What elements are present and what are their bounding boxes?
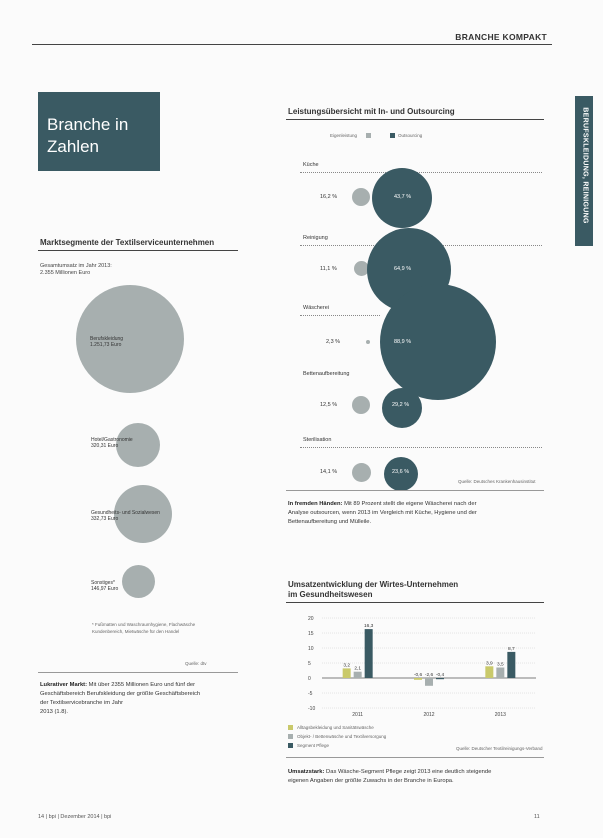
chart-heading-2: im Gesundheitswesen bbox=[288, 590, 373, 599]
x-tick-label: 2012 bbox=[423, 712, 435, 718]
bar bbox=[507, 652, 515, 678]
segment-value: 1.251,73 Euro bbox=[90, 342, 122, 348]
x-tick-label: 2013 bbox=[494, 712, 506, 718]
bar bbox=[436, 678, 444, 679]
bubble-grey-sterilisation bbox=[352, 463, 371, 482]
bar-value-label: -0,6 bbox=[413, 673, 423, 678]
segment-name: Sonstiges* bbox=[91, 580, 115, 586]
page-title bbox=[47, 114, 128, 158]
side-tab-label: BERUFSKLEIDUNG, REINIGUNG bbox=[581, 107, 589, 224]
pct-grey-waescherei: 2,3 % bbox=[326, 339, 341, 345]
bar-value-label: 3,2 bbox=[343, 663, 351, 669]
bubble-grey-kueche bbox=[352, 188, 370, 206]
legend-swatch-eigen bbox=[366, 133, 371, 138]
x-tick-label: 2011 bbox=[352, 712, 364, 718]
bar bbox=[354, 672, 362, 678]
pct-dark-betten: 29,2 % bbox=[392, 402, 410, 408]
bar bbox=[485, 666, 493, 678]
row-divider bbox=[300, 447, 542, 448]
segment-label-gesundheit bbox=[91, 510, 160, 522]
y-tick-label: 0 bbox=[308, 676, 311, 682]
bar-value-label: 2,1 bbox=[354, 666, 362, 672]
pct-dark-waescherei: 88,9 % bbox=[394, 339, 412, 345]
title-line-1: Branche in bbox=[47, 115, 129, 134]
caption-line: eigenen Angaben der größte Zuwachs in der Branche in Europa. bbox=[288, 778, 454, 784]
row-divider bbox=[300, 315, 380, 316]
bar-value-label: 3,9 bbox=[485, 661, 493, 667]
caption-line: Bettenaufbereitung und Mülleile. bbox=[288, 519, 372, 525]
bar-value-label: -2,6 bbox=[424, 673, 434, 678]
segment-name: Hotel/Gastronomie bbox=[91, 437, 133, 443]
segments-heading: Marktsegmente der Textilserviceunternehmen bbox=[40, 238, 215, 247]
y-tick-label: 20 bbox=[308, 616, 314, 622]
chart-rule bbox=[286, 602, 544, 603]
row-label-betten: Bettenaufbereitung bbox=[303, 371, 350, 377]
y-tick-label: 15 bbox=[308, 631, 314, 637]
pct-grey-betten: 12,5 % bbox=[320, 402, 338, 408]
caption-line: Mit 89 Prozent stellt die eigene Wäscherei nach der bbox=[344, 501, 477, 507]
bar-value-label: -0,4 bbox=[435, 673, 445, 678]
row-label-waescherei: Wäscherei bbox=[303, 305, 329, 311]
bar-value-label: 16,3 bbox=[363, 624, 374, 630]
segment-value: 332,73 Euro bbox=[91, 516, 119, 522]
chart-legend-swatch-1 bbox=[288, 725, 293, 730]
row-label-kueche: Küche bbox=[303, 162, 319, 168]
segment-bubble-sonstiges bbox=[122, 565, 155, 598]
pct-grey-sterilisation: 14,1 % bbox=[320, 469, 338, 475]
pct-dark-kueche: 43,7 % bbox=[394, 194, 412, 200]
caption-bold: Umsatzstark: bbox=[288, 769, 325, 775]
segment-value: 320,31 Euro bbox=[91, 443, 119, 449]
legend-label-out: Outsourcing bbox=[398, 133, 423, 138]
side-tab bbox=[575, 96, 593, 246]
chart-legend-swatch-3 bbox=[288, 743, 293, 748]
row-label-sterilisation: Sterilisation bbox=[303, 437, 332, 443]
legend-swatch-out bbox=[390, 133, 395, 138]
segment-label-hotel bbox=[91, 437, 133, 449]
pct-grey-reinigung: 11,1 % bbox=[320, 266, 337, 272]
caption-line: Geschäftsbereich Berufskleidung der größte Geschäftsbereich bbox=[40, 691, 201, 697]
outsourcing-heading: Leistungsübersicht mit In- und Outsourcing bbox=[288, 107, 455, 116]
outsourcing-rule bbox=[286, 119, 544, 120]
bar-value-label: 3,5 bbox=[496, 662, 504, 668]
pct-grey-kueche: 16,2 % bbox=[320, 194, 338, 200]
total-line-1: Gesamtumsatz im Jahr 2013: bbox=[40, 263, 112, 269]
segments-footnote-1: * Fußmatten und Waschraumhygiene, Flachwäsche bbox=[92, 622, 196, 627]
y-tick-label: 5 bbox=[308, 661, 311, 667]
bar bbox=[365, 629, 373, 678]
segments-caption bbox=[40, 681, 240, 717]
bar bbox=[425, 678, 433, 686]
header-rule bbox=[32, 44, 552, 45]
segment-name: Berufskleidung bbox=[90, 336, 124, 342]
chart-legend-swatch-2 bbox=[288, 734, 293, 739]
caption-bold: In fremden Händen: bbox=[288, 501, 343, 507]
segments-footnote-2: Kundenbereich, Mietwäsche für den Handel bbox=[92, 629, 180, 634]
chart-legend-label-1: Alltagsbekleidung und Sanitätswäsche bbox=[297, 725, 374, 730]
row-divider bbox=[300, 172, 542, 173]
caption-line: Das Wäsche-Segment Pflege zeigt 2013 eine deutlich steigende bbox=[326, 769, 492, 775]
bar-value-label: 8,7 bbox=[507, 646, 515, 652]
segments-bottom-rule bbox=[38, 672, 238, 673]
row-label-reinigung: Reinigung bbox=[303, 235, 328, 241]
footer-left: 14 | bpi | Dezember 2014 | bpi bbox=[38, 814, 112, 820]
segments-rule bbox=[38, 250, 238, 251]
outsourcing-source: Quelle: Deutsches Krankenhausinstitut bbox=[458, 479, 536, 484]
outsourcing-bottom-rule bbox=[286, 490, 544, 491]
segment-label-berufskleidung bbox=[90, 336, 123, 348]
legend-label-eigen: Eigenleistung bbox=[330, 133, 358, 138]
total-line-2: 2.355 Millionen Euro bbox=[40, 270, 91, 276]
bar-chart bbox=[286, 612, 548, 718]
y-tick-label: 10 bbox=[308, 646, 314, 652]
bubble-grey-waescherei bbox=[366, 340, 370, 344]
chart-heading-1: Umsatzentwicklung der Wirtes-Unternehmen bbox=[288, 580, 459, 589]
y-tick-label: -10 bbox=[308, 706, 316, 712]
outsourcing-caption bbox=[288, 500, 546, 527]
segment-name: Gesundheits- und Sozialwesen bbox=[91, 510, 160, 516]
title-line-2: Zahlen bbox=[47, 137, 99, 156]
title-box bbox=[38, 92, 160, 171]
segment-label-sonstiges bbox=[91, 580, 118, 592]
caption-line: der Textilservicebranche im Jahr bbox=[40, 700, 124, 706]
bar bbox=[496, 668, 504, 679]
chart-caption bbox=[288, 768, 546, 786]
page-number: 11 bbox=[534, 814, 540, 820]
caption-line: 2013 (1.8). bbox=[40, 709, 69, 715]
bar bbox=[343, 668, 351, 678]
bubble-grey-betten bbox=[352, 396, 370, 414]
chart-bottom-rule bbox=[286, 757, 544, 758]
bubble-dark-betten bbox=[382, 388, 422, 428]
section-label: BRANCHE KOMPAKT bbox=[455, 32, 547, 42]
y-tick-label: -5 bbox=[308, 691, 313, 697]
caption-line: Analyse outsourcen, wenn 2013 im Vergleich mit Küche, Hygiene und der bbox=[288, 510, 477, 516]
pct-dark-sterilisation: 23,6 % bbox=[392, 469, 410, 475]
caption-line: Mit über 2355 Millionen Euro und fünf der bbox=[88, 682, 196, 688]
bar bbox=[414, 678, 422, 680]
caption-bold: Lukrativer Markt: bbox=[40, 682, 88, 688]
pct-dark-reinigung: 64,9 % bbox=[394, 266, 412, 272]
chart-source: Quelle: Deutscher Textilreinigungs-Verband bbox=[456, 746, 543, 751]
segments-source: Quelle: dtv bbox=[185, 661, 207, 666]
chart-legend-label-3: Segment Pflege bbox=[297, 743, 330, 748]
chart-legend-label-2: Objekt- / Bettenwäsche und Textilversorgung bbox=[297, 734, 387, 739]
segment-value: 146,97 Euro bbox=[91, 586, 119, 592]
